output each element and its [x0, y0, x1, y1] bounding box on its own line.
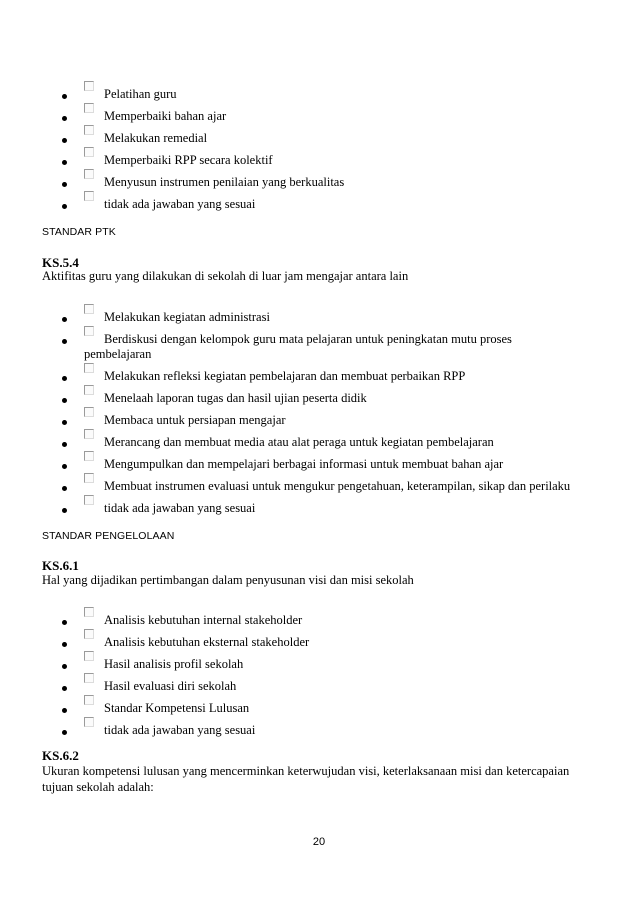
checkbox-icon[interactable] — [84, 607, 94, 617]
bullet-icon — [62, 339, 67, 344]
question-text-ks62-line2: tujuan sekolah adalah: — [42, 780, 154, 794]
bullet-icon — [62, 664, 67, 669]
bullet-icon — [62, 138, 67, 143]
option-label: Melakukan remedial — [104, 131, 208, 145]
option-label: Pelatihan guru — [104, 87, 177, 101]
standard-heading-pengelolaan: STANDAR PENGELOLAAN — [42, 530, 175, 542]
option-label: Merancang dan membuat media atau alat peraga untuk kegiatan pembelajaran — [104, 435, 494, 449]
option-label: Menyusun instrumen penilaian yang berkualitas — [104, 175, 345, 189]
option-label: Melakukan refleksi kegiatan pembelajaran dan membuat perbaikan RPP — [104, 369, 466, 383]
checkbox-icon[interactable] — [84, 673, 94, 683]
bullet-icon — [62, 686, 67, 691]
bullet-icon — [62, 398, 67, 403]
option-label-continuation: pembelajaran — [84, 347, 152, 361]
bullet-icon — [62, 116, 67, 121]
bullet-icon — [62, 620, 67, 625]
bullet-icon — [62, 317, 67, 322]
option-label: Hasil analisis profil sekolah — [104, 657, 244, 671]
checkbox-icon[interactable] — [84, 407, 94, 417]
checkbox-icon[interactable] — [84, 651, 94, 661]
bullet-icon — [62, 204, 67, 209]
checkbox-icon[interactable] — [84, 191, 94, 201]
bullet-icon — [62, 376, 67, 381]
option-label: Membaca untuk persiapan mengajar — [104, 413, 286, 427]
checkbox-icon[interactable] — [84, 169, 94, 179]
bullet-icon — [62, 160, 67, 165]
checkbox-icon[interactable] — [84, 695, 94, 705]
option-label: Analisis kebutuhan eksternal stakeholder — [104, 635, 310, 649]
checkbox-icon[interactable] — [84, 326, 94, 336]
option-label: Membuat instrumen evaluasi untuk mengukur pengetahuan, keterampilan, sikap dan perilaku — [104, 479, 571, 493]
option-label: Analisis kebutuhan internal stakeholder — [104, 613, 303, 627]
checkbox-icon[interactable] — [84, 629, 94, 639]
option-label: tidak ada jawaban yang sesuai — [104, 501, 256, 515]
bullet-icon — [62, 642, 67, 647]
checkbox-icon[interactable] — [84, 385, 94, 395]
option-label: Hasil evaluasi diri sekolah — [104, 679, 237, 693]
bullet-icon — [62, 420, 67, 425]
bullet-icon — [62, 508, 67, 513]
option-label: Berdiskusi dengan kelompok guru mata pelajaran untuk peningkatan mutu proses — [104, 332, 512, 346]
option-label: Standar Kompetensi Lulusan — [104, 701, 250, 715]
option-label: tidak ada jawaban yang sesuai — [104, 197, 256, 211]
standard-heading-ptk: STANDAR PTK — [42, 226, 116, 238]
checkbox-icon[interactable] — [84, 429, 94, 439]
question-text-ks54: Aktifitas guru yang dilakukan di sekolah di luar jam mengajar antara lain — [42, 269, 409, 283]
checkbox-icon[interactable] — [84, 451, 94, 461]
bullet-icon — [62, 182, 67, 187]
checkbox-icon[interactable] — [84, 495, 94, 505]
bullet-icon — [62, 486, 67, 491]
checkbox-icon[interactable] — [84, 363, 94, 373]
bullet-icon — [62, 442, 67, 447]
option-label: Mengumpulkan dan mempelajari berbagai informasi untuk membuat bahan ajar — [104, 457, 504, 471]
question-code-ks61: KS.6.1 — [42, 558, 79, 573]
checkbox-icon[interactable] — [84, 81, 94, 91]
option-label: Memperbaiki RPP secara kolektif — [104, 153, 273, 167]
question-code-ks54: KS.5.4 — [42, 255, 79, 270]
option-label: tidak ada jawaban yang sesuai — [104, 723, 256, 737]
checkbox-icon[interactable] — [84, 304, 94, 314]
question-text-ks61: Hal yang dijadikan pertimbangan dalam penyusunan visi dan misi sekolah — [42, 573, 414, 587]
checkbox-icon[interactable] — [84, 125, 94, 135]
checkbox-icon[interactable] — [84, 103, 94, 113]
bullet-icon — [62, 94, 67, 99]
checkbox-icon[interactable] — [84, 473, 94, 483]
option-label: Memperbaiki bahan ajar — [104, 109, 227, 123]
bullet-icon — [62, 708, 67, 713]
option-label: Melakukan kegiatan administrasi — [104, 310, 270, 324]
option-label: Menelaah laporan tugas dan hasil ujian peserta didik — [104, 391, 367, 405]
question-code-ks62: KS.6.2 — [42, 748, 79, 763]
checkbox-icon[interactable] — [84, 147, 94, 157]
checkbox-icon[interactable] — [84, 717, 94, 727]
page-number: 20 — [312, 836, 326, 848]
bullet-icon — [62, 464, 67, 469]
bullet-icon — [62, 730, 67, 735]
question-text-ks62-line1: Ukuran kompetensi lulusan yang mencerminkan keterwujudan visi, keterlaksanaan misi dan ketercapaian — [42, 764, 570, 778]
